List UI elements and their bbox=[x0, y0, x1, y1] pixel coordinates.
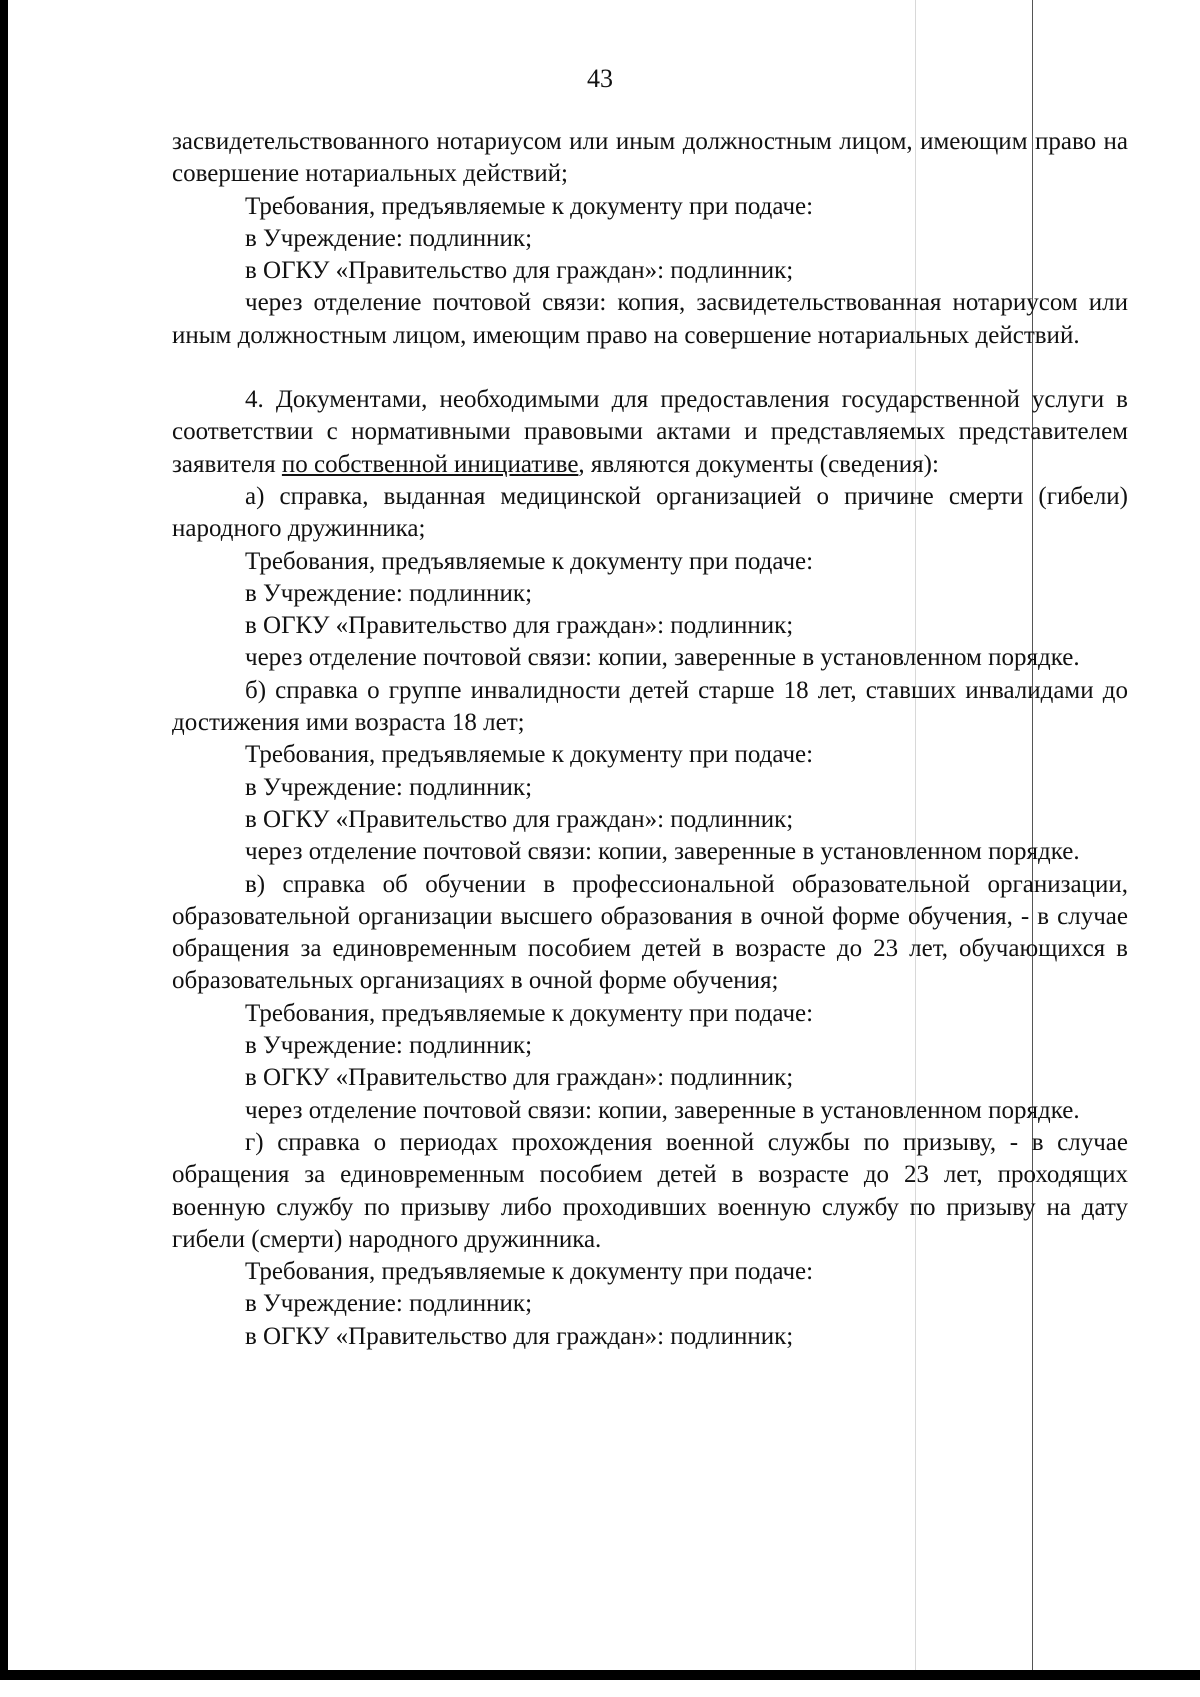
paragraph-text: , являются документы (сведения): bbox=[578, 450, 939, 478]
underlined-phrase: по собственной инициативе bbox=[281, 450, 579, 478]
paragraph: через отделение почтовой связи: копии, заверенные в установленном порядке. bbox=[245, 1096, 1080, 1124]
paragraph: в Учреждение: подлинник; bbox=[245, 224, 533, 252]
list-item-a: а) справка, выданная медицинской организацией о причине смерти (гибели) народного дружинника; bbox=[172, 482, 1128, 543]
paragraph: Требования, предъявляемые к документу при подаче: bbox=[245, 1258, 814, 1286]
paragraph: Требования, предъявляемые к документу при подаче: bbox=[245, 999, 814, 1027]
paragraph: через отделение почтовой связи: копия, засвидетельствованная нотариусом или иным должностным лицом, имеющим право на совершение нотариальных действий. bbox=[172, 289, 1128, 349]
paragraph: через отделение почтовой связи: копии, заверенные в установленном порядке. bbox=[245, 644, 1080, 672]
paragraph: Требования, предъявляемые к документу при подаче: bbox=[245, 741, 814, 769]
paragraph: в ОГКУ «Правительство для граждан»: подлинник; bbox=[245, 805, 794, 833]
page-number: 43 bbox=[587, 64, 613, 93]
paragraph: через отделение почтовой связи: копии, заверенные в установленном порядке. bbox=[245, 838, 1080, 866]
list-item-b: б) справка о группе инвалидности детей старше 18 лет, ставших инвалидами до достижения ими возраста 18 лет; bbox=[172, 676, 1128, 737]
paragraph: в ОГКУ «Правительство для граждан»: подлинник; bbox=[245, 612, 794, 640]
paragraph: Требования, предъявляемые к документу при подаче: bbox=[245, 547, 814, 575]
document-body bbox=[172, 126, 1128, 1353]
paragraph: в Учреждение: подлинник; bbox=[245, 579, 533, 607]
paragraph-text: 4. Документами, необходимыми для предоставления государственной услуги в соответствии с нормативными правовыми актами и представляемых представителем заявителя bbox=[172, 386, 1128, 478]
list-item-g: г) справка о периодах прохождения военной службы по призыву, - в случае обращения за единовременным пособием детей в возрасте до 23 лет, проходящих военную службу по призыву либо проходивших военную службу по призыву на дату гибели (смерти) народного дружинника. bbox=[172, 1128, 1128, 1253]
paragraph: в Учреждение: подлинник; bbox=[245, 1290, 533, 1318]
paragraph: в Учреждение: подлинник; bbox=[245, 773, 533, 801]
scan-border-left bbox=[0, 0, 8, 1680]
paragraph: в ОГКУ «Правительство для граждан»: подлинник; bbox=[245, 257, 794, 285]
paragraph: засвидетельствованного нотариусом или иным должностным лицом, имеющим право на совершение нотариальных действий; bbox=[172, 128, 1128, 188]
paragraph: в ОГКУ «Правительство для граждан»: подлинник; bbox=[245, 1322, 794, 1350]
list-item-v: в) справка об обучении в профессиональной образовательной организации, образовательной организации высшего образования в очной форме обучения, - в случае обращения за единовременным пособием детей в возрасте до 23 лет, обучающихся в образовательных организациях в очной форме обучения; bbox=[172, 870, 1128, 995]
paragraph: в Учреждение: подлинник; bbox=[245, 1032, 533, 1060]
section-4-intro bbox=[172, 384, 1128, 481]
paragraph: Требования, предъявляемые к документу при подаче: bbox=[245, 192, 814, 220]
section-gap bbox=[172, 352, 1128, 384]
paragraph: в ОГКУ «Правительство для граждан»: подлинник; bbox=[245, 1064, 794, 1092]
scan-border-bottom bbox=[0, 1670, 1200, 1680]
